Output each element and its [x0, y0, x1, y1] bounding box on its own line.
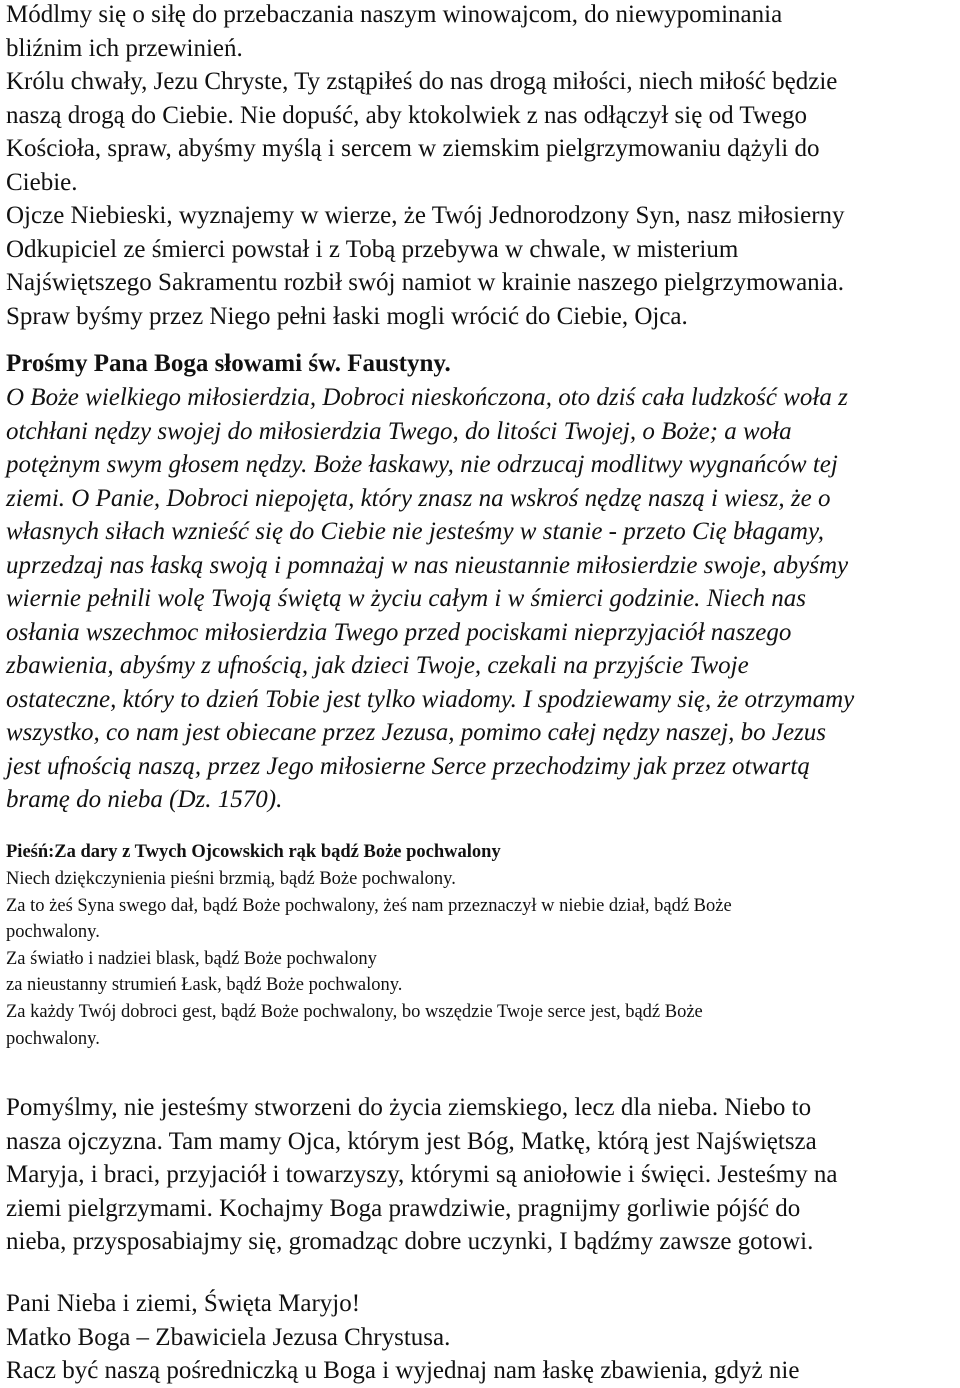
text-line: Kościoła, spraw, abyśmy myślą i sercem w ziemskim pielgrzymowaniu dążyli do [6, 135, 820, 162]
text-line: ostateczne, który to dzień Tobie jest tylko wiadomy. I spodziewamy się, że otrzymamy [6, 685, 855, 713]
song-title: Pieśń:Za dary z Twych Ojcowskich rąk bądź Boże pochwalony [6, 842, 501, 862]
song-lyrics [6, 866, 958, 1052]
text-line: Módlmy się o siłę do przebaczania naszym winowajcom, do niewypominania [6, 1, 783, 28]
text-line: Ciebie. [6, 168, 78, 196]
text-line: Ojcze Niebieski, wyznajemy w wierze, że Twój Jednorodzony Syn, nasz miłosierny [6, 202, 845, 229]
text-line: osłania wszechmoc miłosierdzia Twego przed pociskami nieprzyjaciół naszego [6, 618, 792, 646]
text-line: za nieustanny strumień Łask, bądź Boże pochwalony. [6, 975, 403, 996]
text-line: Spraw byśmy przez Niego pełni łaski mogli wrócić do Ciebie, Ojca. [6, 302, 688, 330]
text-line: wiernie pełnili wolę Twoją świętą w życiu całym i w śmierci godzinie. Niech nas [6, 585, 806, 612]
text-line: Najświętszego Sakramentu rozbił swój namiot w krainie naszego pielgrzymowania. [6, 269, 844, 296]
faustyna-heading: Prośmy Pana Boga słowami św. Faustyny. [6, 350, 451, 377]
text-line: własnych siłach wznieść się do Ciebie nie jesteśmy w stanie - przeto Cię błagamy, [6, 518, 824, 545]
text-line: potężnym swym głosem nędzy. Boże łaskawy, nie odrzucaj modlitwy wygnańców tej [6, 451, 838, 478]
text-line: nasza ojczyzna. Tam mamy Ojca, którym jest Bóg, Matkę, którą jest Najświętsza [6, 1127, 817, 1155]
text-line: wszystko, co nam jest obiecane przez Jezusa, pomimo całej nędzy naszej, bo Jezus [6, 719, 826, 746]
text-line: Za każdy Twój dobroci gest, bądź Boże pochwalony, bo wszędzie Twoje serce jest, bądź Boże [6, 1001, 703, 1022]
text-line: Za to żeś Syna swego dał, bądź Boże pochwalony, żeś nam przeznaczył w niebie dział, bądź Boże [6, 895, 732, 916]
text-line: jest ufnością naszą, przez Jego miłosierne Serce przechodzimy jak przez otwartą [6, 752, 810, 780]
text-line: Racz być naszą pośredniczką u Boga i wyjednaj nam łaskę zbawienia, gdyż nie [6, 1357, 800, 1384]
text-line: bramę do nieba (Dz. 1570). [6, 786, 283, 813]
text-line: Maryja, i braci, przyjaciół i towarzyszy, którymi są aniołowie i święci. Jesteśmy na [6, 1161, 838, 1188]
text-line: pochwalony. [6, 1028, 100, 1049]
text-line: naszą drogą do Ciebie. Nie dopuść, aby ktokolwiek z nas odłączył się od Twego [6, 101, 808, 129]
reflection-paragraph [6, 1091, 958, 1259]
text-line: Za światło i nadziei blask, bądź Boże pochwalony [6, 948, 377, 969]
text-line: Królu chwały, Jezu Chryste, Ty zstąpiłeś do nas drogą miłości, niech miłość będzie [6, 68, 838, 95]
text-line: otchłani nędzy swojej do miłosierdzia Twego, do litości Twojej, o Boże; a woła [6, 417, 792, 445]
text-line: Matko Boga – Zbawiciela Jezusa Chrystusa. [6, 1323, 451, 1351]
text-line: uprzedzaj nas łaską swoją i pomnażaj w nas nieustannie miłosierdzie swoje, abyśmy [6, 551, 849, 579]
text-line: ziemi pielgrzymami. Kochajmy Boga prawdziwie, pragnijmy gorliwie pójść do [6, 1194, 801, 1222]
faustyna-prayer [6, 381, 958, 817]
prayer-intro [6, 0, 958, 333]
text-line: bliźnim ich przewinień. [6, 34, 243, 62]
text-line: O Boże wielkiego miłosierdzia, Dobroci nieskończona, oto dziś cała ludzkość woła z [6, 384, 848, 411]
text-line: Pomyślmy, nie jesteśmy stworzeni do życia ziemskiego, lecz dla nieba. Niebo to [6, 1094, 812, 1121]
text-line: zbawienia, abyśmy z ufnością, jak dzieci Twoje, czekali na przyjście Twoje [6, 652, 749, 679]
text-line: Odkupiciel ze śmierci powstał i z Tobą przebywa w chwale, w misterium [6, 235, 739, 263]
text-line: Niech dziękczynienia pieśni brzmią, bądź Boże pochwalony. [6, 869, 456, 889]
text-line: ziemi. O Panie, Dobroci niepojęta, który znasz na wskroś nędzę naszą i wiesz, że o [6, 484, 831, 512]
text-line: nieba, przysposabiajmy się, gromadząc dobre uczynki, I bądźmy zawsze gotowi. [6, 1228, 814, 1255]
text-line: Pani Nieba i ziemi, Święta Maryjo! [6, 1290, 361, 1317]
text-line: pochwalony. [6, 922, 100, 943]
marian-prayer [6, 1287, 958, 1388]
